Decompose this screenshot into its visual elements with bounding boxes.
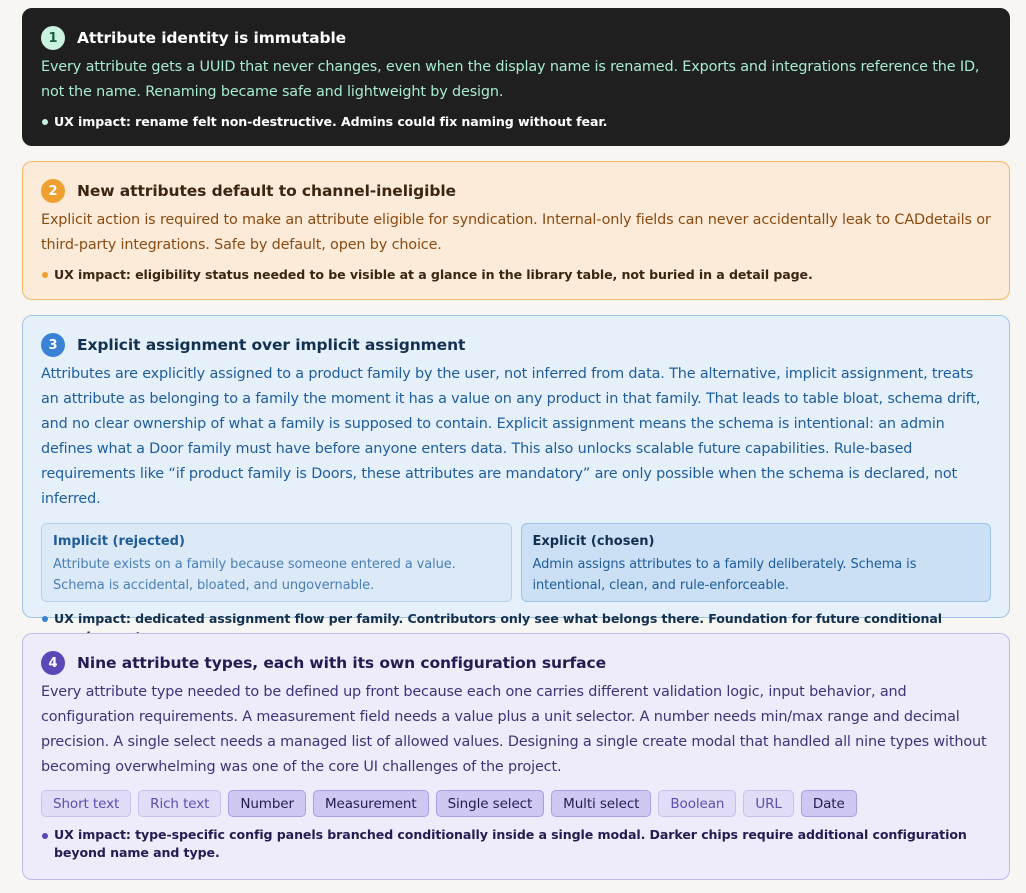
card-body: Every attribute type needed to be defined up front because each one carries different validation logic, input behavior, and configuration requirements. A measurement field needs a value plus a unit selector. A number needs min/max range and decimal precision. A single select needs a managed list of allowed values. Designing a single create modal that handled all nine types without becoming overwhelming was one of the core UI challenges of the project. [41,684,987,775]
ux-impact [41,826,991,862]
bullet-dot-icon [42,833,48,839]
attribute-type-chips [41,790,991,817]
explicit-option-box [521,523,992,602]
bullet-dot-icon [42,272,48,278]
comparison-panel [41,523,991,602]
card-header [41,178,991,204]
chip-short-text: Short text [41,790,131,817]
chip-measurement: Measurement [313,790,429,817]
chip-number: Number [228,790,306,817]
decision-card-3 [22,315,1010,626]
chip-rich-text: Rich text [138,790,221,817]
step-number-badge: 2 [41,179,65,203]
card-header [41,650,991,676]
chip-boolean: Boolean [658,790,736,817]
implicit-option-title: Implicit (rejected) [53,534,185,549]
implicit-option-box [41,523,512,602]
card-title: Attribute identity is immutable [77,29,347,47]
ux-impact-text: UX impact: type-specific config panels branched conditionally inside a single modal. Darker chips require additional configuration beyond name and type. [54,827,967,860]
card-title: Explicit assignment over implicit assignment [77,336,466,354]
step-number-badge: 4 [41,651,65,675]
explicit-option-title: Explicit (chosen) [532,534,655,549]
step-number-badge: 3 [41,333,65,357]
decision-card-1 [22,8,1010,146]
card-header [41,332,991,358]
card-body: Explicit action is required to make an attribute eligible for syndication. Internal-only fields can never accidentally leak to CADdetails or third-party integrations. Safe by default, open by choice. [41,212,991,253]
ux-impact-text: UX impact: eligibility status needed to be visible at a glance in the library table, not buried in a detail page. [54,267,813,282]
explicit-option-text: Admin assigns attributes to a family deliberately. Schema is intentional, clean, and rule-enforceable. [532,557,917,593]
card-body: Every attribute gets a UUID that never changes, even when the display name is renamed. Exports and integrations reference the ID, not the name. Renaming became safe and lightweight by design. [41,59,980,100]
decision-card-4 [22,633,1010,880]
card-title: Nine attribute types, each with its own configuration surface [77,654,607,672]
decision-card-2 [22,161,1010,300]
ux-impact [41,113,991,131]
chip-url: URL [743,790,793,817]
implicit-option-text: Attribute exists on a family because someone entered a value. Schema is accidental, bloated, and ungovernable. [53,557,456,593]
card-body: Attributes are explicitly assigned to a product family by the user, not inferred from data. The alternative, implicit assignment, treats an attribute as belonging to a family the moment it has a value on any product in that family. That leads to table bloat, schema drift, and no clear ownership of what a family is supposed to contain. Explicit assignment means the schema is intentional: an admin defines what a Door family must have before anyone enters data. This also unlocks scalable future capabilities. Rule-based requirements like “if product family is Doors, these attributes are mandatory” are only possible when the schema is declared, not inferred. [41,366,981,507]
card-title: New attributes default to channel-ineligible [77,182,456,200]
chip-multi-select: Multi select [551,790,651,817]
bullet-dot-icon [42,119,48,125]
chip-single-select: Single select [436,790,545,817]
bullet-dot-icon [42,616,48,622]
step-number-badge: 1 [41,26,65,50]
ux-impact-text: UX impact: dedicated assignment flow per family. Contributors only see what belongs there. Foundation for future conditional [54,611,942,626]
chip-date: Date [801,790,857,817]
card-header [41,25,991,51]
ux-impact [41,266,991,284]
ux-impact-text: UX impact: rename felt non-destructive. Admins could fix naming without fear. [54,114,608,129]
